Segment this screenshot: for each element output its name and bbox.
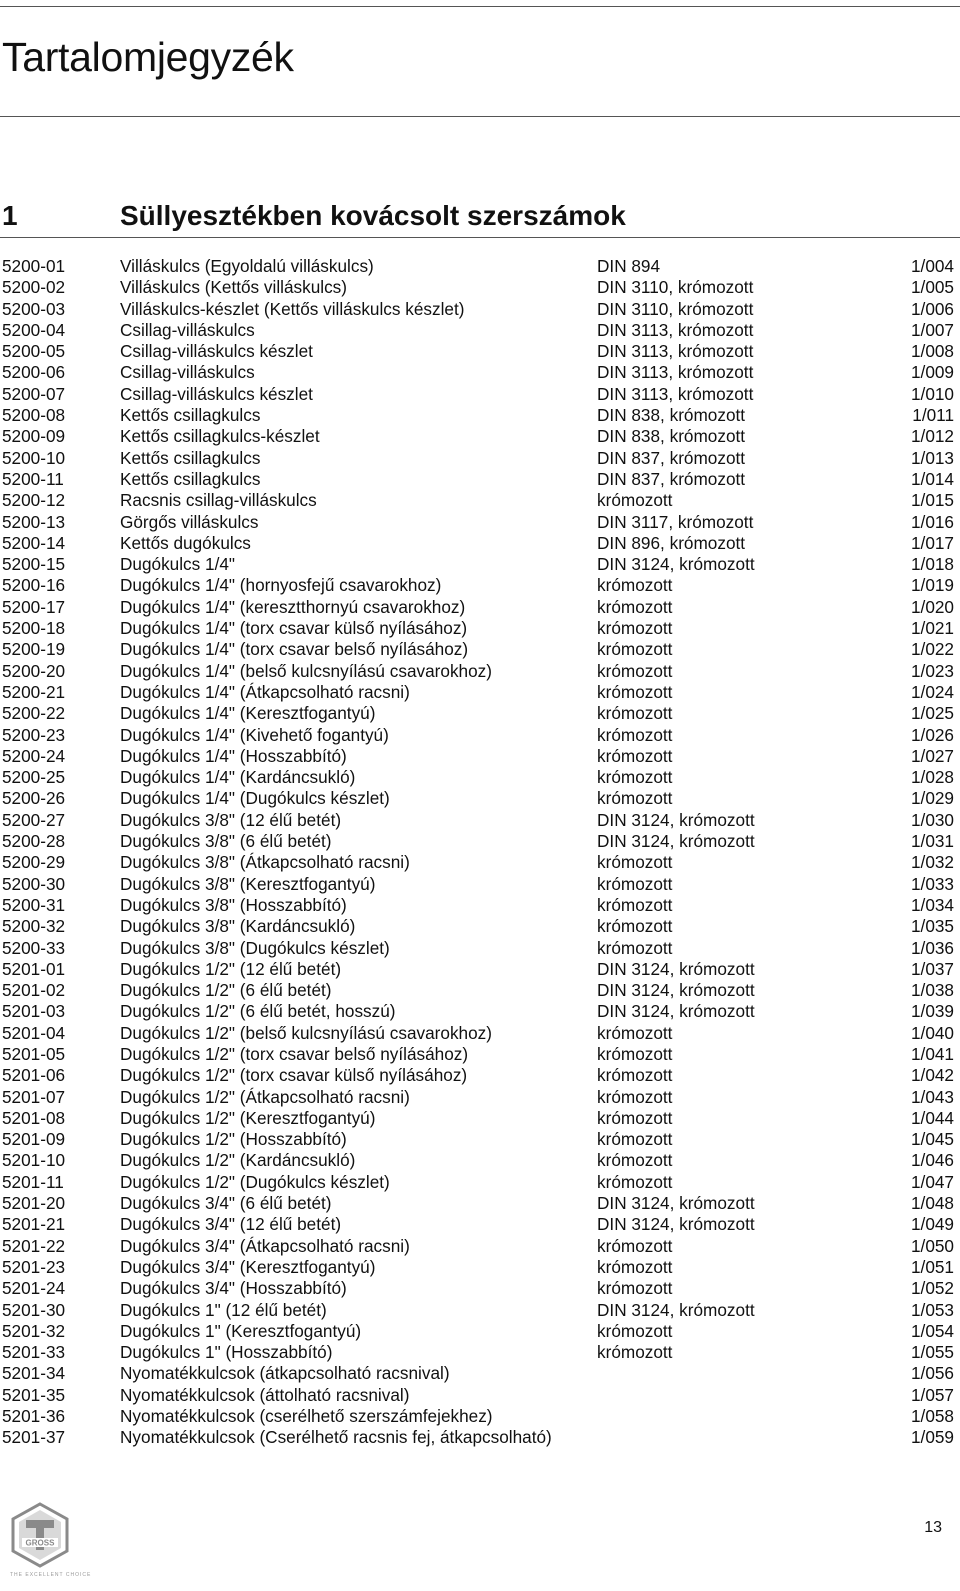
- toc-code: 5200-32: [2, 916, 66, 937]
- toc-title: Dugókulcs 1/2" (Dugókulcs készlet): [120, 1171, 390, 1192]
- toc-code: 5200-06: [2, 362, 66, 383]
- toc-standard: krómozott: [597, 490, 673, 511]
- toc-code: 5200-05: [2, 341, 66, 362]
- page-title: Tartalomjegyzék: [2, 34, 294, 80]
- toc-row: [0, 533, 960, 554]
- toc-standard: krómozott: [597, 575, 673, 596]
- toc-page: 1/011: [912, 405, 954, 426]
- toc-row: [0, 512, 960, 533]
- toc-row: [0, 299, 960, 320]
- toc-code: 5201-34: [2, 1363, 66, 1384]
- toc-row: [0, 426, 960, 447]
- toc-code: 5201-06: [2, 1065, 66, 1086]
- toc-row: [0, 767, 960, 788]
- toc-title: Dugókulcs 1/2" (Hosszabbító): [120, 1129, 347, 1150]
- toc-standard: krómozott: [597, 618, 673, 639]
- toc-standard: krómozott: [597, 852, 673, 873]
- toc-page: 1/034: [910, 894, 954, 915]
- toc-code: 5200-28: [2, 831, 66, 852]
- toc-standard: krómozott: [597, 1150, 673, 1171]
- toc-title: Csillag-villáskulcs készlet: [120, 383, 313, 404]
- toc-code: 5201-08: [2, 1107, 66, 1128]
- toc-standard: DIN 838, krómozott: [597, 426, 746, 447]
- toc-page: 1/042: [910, 1065, 954, 1086]
- toc-title: Dugókulcs 1/4" (Átkapcsolható racsni): [120, 681, 410, 702]
- toc-title: Dugókulcs 3/8" (Hosszabbító): [120, 894, 347, 915]
- toc-standard: krómozott: [597, 1235, 673, 1256]
- toc-standard: krómozott: [597, 1342, 673, 1363]
- toc-standard: krómozott: [597, 937, 673, 958]
- toc-standard: krómozott: [597, 724, 673, 745]
- toc-title: Dugókulcs 3/8" (6 élű betét): [120, 831, 332, 852]
- toc-row: [0, 1172, 960, 1193]
- toc-code: 5200-27: [2, 809, 66, 830]
- toc-page: 1/055: [910, 1342, 954, 1363]
- toc-title: Dugókulcs 1/2" (6 élű betét): [120, 980, 332, 1001]
- toc-page: 1/026: [910, 724, 954, 745]
- toc-title: Dugókulcs 1/4" (belső kulcsnyílású csavarokhoz): [120, 660, 492, 681]
- section-title: Süllyesztékben kovácsolt szerszámok: [120, 200, 626, 231]
- toc-title: Dugókulcs 3/8" (Keresztfogantyú): [120, 873, 376, 894]
- toc-row: [0, 1236, 960, 1257]
- toc-title: Dugókulcs 3/8" (12 élű betét): [120, 809, 342, 830]
- toc-code: 5200-11: [2, 468, 64, 489]
- toc-standard: krómozott: [597, 1022, 673, 1043]
- toc-row: [0, 639, 960, 660]
- toc-page: 1/044: [910, 1107, 954, 1128]
- toc-standard: DIN 837, krómozott: [597, 447, 746, 468]
- toc-code: 5200-31: [2, 894, 66, 915]
- toc-title: Racsnis csillag-villáskulcs: [120, 490, 317, 511]
- toc-title: Dugókulcs 1/4" (torx csavar belső nyílásához): [120, 639, 469, 660]
- toc-page: 1/018: [910, 554, 954, 575]
- toc-standard: krómozott: [597, 767, 673, 788]
- toc-row: [0, 1321, 960, 1342]
- toc-title: Dugókulcs 1/2" (torx csavar külső nyílásához): [120, 1065, 468, 1086]
- toc-standard: krómozott: [597, 703, 673, 724]
- toc-row: [0, 810, 960, 831]
- logo-tagline: THE EXCELLENT CHOICE: [10, 1572, 92, 1578]
- toc-page: 1/028: [910, 767, 954, 788]
- toc-code: 5200-16: [2, 575, 66, 596]
- toc-row: [0, 597, 960, 618]
- toc-row: [0, 575, 960, 596]
- toc-title: Villáskulcs (Egyoldalú villáskulcs): [120, 256, 374, 276]
- toc-code: 5200-25: [2, 767, 66, 788]
- toc-row: [0, 1214, 960, 1235]
- toc-code: 5201-03: [2, 1001, 66, 1022]
- toc-page: 1/052: [910, 1278, 954, 1299]
- toc-page: 1/051: [910, 1256, 954, 1277]
- toc-standard: DIN 3110, krómozott: [597, 298, 754, 319]
- toc-title: Dugókulcs 3/4" (Keresztfogantyú): [120, 1256, 376, 1277]
- toc-row: [0, 746, 960, 767]
- toc-standard: krómozott: [597, 1129, 673, 1150]
- toc-standard: DIN 3113, krómozott: [597, 341, 754, 362]
- toc-standard: krómozott: [597, 1065, 673, 1086]
- toc-standard: DIN 3124, krómozott: [597, 1001, 755, 1022]
- toc-page: 1/030: [910, 809, 954, 830]
- toc-standard: DIN 3124, krómozott: [597, 831, 755, 852]
- toc-standard: DIN 894: [597, 256, 661, 276]
- toc-code: 5200-24: [2, 745, 66, 766]
- toc-code: 5200-10: [2, 447, 66, 468]
- toc-code: 5200-21: [2, 681, 66, 702]
- toc-page: 1/025: [910, 703, 954, 724]
- toc-page: 1/024: [910, 681, 954, 702]
- toc-standard: krómozott: [597, 1278, 673, 1299]
- toc-code: 5201-35: [2, 1384, 66, 1405]
- toc-code: 5200-03: [2, 298, 66, 319]
- toc-code: 5200-29: [2, 852, 66, 873]
- toc-standard: DIN 3124, krómozott: [597, 554, 755, 575]
- toc-page: 1/059: [910, 1427, 954, 1448]
- toc-standard: DIN 3124, krómozott: [597, 980, 755, 1001]
- toc-row: [0, 895, 960, 916]
- toc-code: 5200-02: [2, 277, 66, 298]
- toc-page: 1/004: [910, 256, 954, 276]
- toc-row: [0, 682, 960, 703]
- toc-standard: krómozott: [597, 894, 673, 915]
- toc-row: [0, 1150, 960, 1171]
- toc-title: Dugókulcs 1/4" (hornyosfejű csavarokhoz): [120, 575, 442, 596]
- toc-standard: DIN 3113, krómozott: [597, 319, 754, 340]
- toc-standard: krómozott: [597, 1320, 673, 1341]
- toc-page: 1/038: [910, 980, 954, 1001]
- page-number: 13: [924, 1519, 942, 1536]
- toc-page: 1/048: [910, 1193, 954, 1214]
- toc-code: 5201-09: [2, 1129, 66, 1150]
- toc-standard: krómozott: [597, 1086, 673, 1107]
- toc-code: 5200-12: [2, 490, 66, 511]
- toc-standard: DIN 838, krómozott: [597, 405, 746, 426]
- toc-title: Nyomatékkulcsok (átkapcsolható racsnival): [120, 1363, 450, 1384]
- toc-row: [0, 1108, 960, 1129]
- toc-page: 1/032: [910, 852, 954, 873]
- toc-standard: krómozott: [597, 1043, 673, 1064]
- toc-standard: krómozott: [597, 1256, 673, 1277]
- toc-row: [0, 1193, 960, 1214]
- toc-page: 1/016: [910, 511, 954, 532]
- toc-page: 1/047: [910, 1171, 954, 1192]
- toc-standard: DIN 3124, krómozott: [597, 958, 755, 979]
- toc-page: 1/010: [910, 383, 954, 404]
- toc-page: 1/031: [910, 831, 954, 852]
- toc-title: Dugókulcs 1" (12 élű betét): [120, 1299, 327, 1320]
- toc-standard: krómozott: [597, 639, 673, 660]
- toc-page: 1/021: [910, 618, 954, 639]
- toc-row: [0, 320, 960, 341]
- toc-page: 1/050: [910, 1235, 954, 1256]
- toc-row: [0, 1300, 960, 1321]
- toc-code: 5200-17: [2, 596, 66, 617]
- toc-standard: krómozott: [597, 745, 673, 766]
- toc-standard: DIN 3124, krómozott: [597, 1214, 755, 1235]
- toc-title: Csillag-villáskulcs készlet: [120, 341, 313, 362]
- toc-row: [0, 469, 960, 490]
- toc-title: Dugókulcs 1/4" (Kardáncsukló): [120, 767, 356, 788]
- toc-code: 5201-20: [2, 1193, 66, 1214]
- toc-standard: krómozott: [597, 660, 673, 681]
- top-rule: [0, 6, 960, 7]
- toc-code: 5201-30: [2, 1299, 66, 1320]
- toc-code: 5200-04: [2, 319, 66, 340]
- toc-title: Dugókulcs 3/4" (12 élű betét): [120, 1214, 342, 1235]
- toc-row: [0, 852, 960, 873]
- toc-row: [0, 1044, 960, 1065]
- toc-standard: DIN 3110, krómozott: [597, 277, 754, 298]
- toc-page: 1/041: [910, 1043, 954, 1064]
- toc-title: Dugókulcs 1/2" (Átkapcsolható racsni): [120, 1086, 410, 1107]
- section-number: 1: [2, 200, 18, 231]
- toc-code: 5200-18: [2, 618, 66, 639]
- toc-code: 5200-13: [2, 511, 66, 532]
- toc-code: 5201-37: [2, 1427, 66, 1448]
- toc-code: 5200-33: [2, 937, 66, 958]
- toc-code: 5201-02: [2, 980, 66, 1001]
- toc-page: 1/029: [910, 788, 954, 809]
- toc-row: [0, 1001, 960, 1022]
- toc-title: Nyomatékkulcsok (cserélhető szerszámfejekhez): [120, 1406, 493, 1427]
- toc-page: 1/046: [910, 1150, 954, 1171]
- toc-row: [0, 1129, 960, 1150]
- toc-row: [0, 1427, 960, 1448]
- toc-code: 5200-15: [2, 554, 66, 575]
- logo-text: GROSS: [25, 1538, 55, 1548]
- toc-row: [0, 554, 960, 575]
- toc-row: [0, 916, 960, 937]
- toc-row: [0, 980, 960, 1001]
- section-heading: [0, 200, 960, 234]
- toc-standard: krómozott: [597, 788, 673, 809]
- toc-title: Dugókulcs 1/2" (12 élű betét): [120, 958, 342, 979]
- toc-code: 5201-04: [2, 1022, 66, 1043]
- toc-page: 1/009: [910, 362, 954, 383]
- toc-code: 5200-23: [2, 724, 66, 745]
- toc-page: 1/035: [910, 916, 954, 937]
- toc-row: [0, 788, 960, 809]
- toc-standard: DIN 3113, krómozott: [597, 383, 754, 404]
- toc-title: Dugókulcs 1/4" (Hosszabbító): [120, 745, 347, 766]
- toc-title: Nyomatékkulcsok (áttolható racsnival): [120, 1384, 410, 1405]
- toc-standard: krómozott: [597, 916, 673, 937]
- toc-title: Dugókulcs 1/4" (Keresztfogantyú): [120, 703, 376, 724]
- toc-page: 1/008: [910, 341, 954, 362]
- toc-standard: DIN 3117, krómozott: [597, 511, 754, 532]
- toc-title: Nyomatékkulcsok (Cserélhető racsnis fej, átkapcsolható): [120, 1427, 552, 1448]
- toc-title: Villáskulcs (Kettős villáskulcs): [120, 277, 348, 298]
- toc-page: 1/013: [910, 447, 954, 468]
- toc-title: Dugókulcs 3/4" (Hosszabbító): [120, 1278, 347, 1299]
- toc-standard: DIN 3124, krómozott: [597, 1193, 755, 1214]
- toc-row: [0, 1363, 960, 1384]
- toc-title: Dugókulcs 1/2" (belső kulcsnyílású csavarokhoz): [120, 1022, 492, 1043]
- toc-page: 1/049: [910, 1214, 954, 1235]
- toc-row: [0, 1385, 960, 1406]
- toc-standard: krómozott: [597, 1107, 673, 1128]
- toc-title: Dugókulcs 1/4" (Dugókulcs készlet): [120, 788, 390, 809]
- toc-row: [0, 448, 960, 469]
- toc-title: Dugókulcs 1/2" (Keresztfogantyú): [120, 1107, 376, 1128]
- toc-list: [0, 256, 960, 1449]
- toc-title: Kettős dugókulcs: [120, 532, 251, 553]
- toc-code: 5200-07: [2, 383, 66, 404]
- toc-row: [0, 341, 960, 362]
- toc-standard: krómozott: [597, 681, 673, 702]
- toc-row: [0, 703, 960, 724]
- toc-page: 1/017: [910, 532, 954, 553]
- toc-standard: krómozott: [597, 873, 673, 894]
- toc-row: [0, 1278, 960, 1299]
- toc-title: Kettős csillagkulcs: [120, 447, 261, 468]
- toc-row: [0, 1087, 960, 1108]
- toc-code: 5201-11: [2, 1171, 64, 1192]
- toc-page: 1/040: [910, 1022, 954, 1043]
- toc-row: [0, 661, 960, 682]
- toc-standard: krómozott: [597, 596, 673, 617]
- toc-page: 1/015: [910, 490, 954, 511]
- toc-page: 1/020: [910, 596, 954, 617]
- toc-title: Dugókulcs 3/8" (Kardáncsukló): [120, 916, 356, 937]
- toc-page: 1/005: [910, 277, 954, 298]
- toc-title: Csillag-villáskulcs: [120, 319, 255, 340]
- toc-standard: krómozott: [597, 1171, 673, 1192]
- toc-title: Dugókulcs 3/8" (Dugókulcs készlet): [120, 937, 390, 958]
- toc-row: [0, 490, 960, 511]
- section-rule: [0, 237, 960, 238]
- toc-page: 1/012: [910, 426, 954, 447]
- toc-page: 1/053: [910, 1299, 954, 1320]
- toc-code: 5201-33: [2, 1342, 66, 1363]
- toc-code: 5200-19: [2, 639, 66, 660]
- toc-page: 1/043: [910, 1086, 954, 1107]
- toc-code: 5200-30: [2, 873, 66, 894]
- toc-code: 5200-14: [2, 532, 66, 553]
- toc-title: Dugókulcs 1/2" (6 élű betét, hosszú): [120, 1001, 396, 1022]
- toc-row: [0, 384, 960, 405]
- toc-page: 1/022: [910, 639, 954, 660]
- toc-title: Dugókulcs 3/4" (Átkapcsolható racsni): [120, 1235, 410, 1256]
- toc-page: 1/019: [910, 575, 954, 596]
- toc-title: Dugókulcs 1/4" (keresztthornyú csavarokhoz): [120, 596, 466, 617]
- toc-row: [0, 1023, 960, 1044]
- toc-title: Kettős csillagkulcs: [120, 468, 261, 489]
- toc-title: Dugókulcs 1/4" (torx csavar külső nyílásához): [120, 618, 468, 639]
- toc-row: [0, 362, 960, 383]
- toc-row: [0, 256, 960, 277]
- toc-row: [0, 277, 960, 298]
- toc-title: Dugókulcs 3/8" (Átkapcsolható racsni): [120, 852, 410, 873]
- toc-code: 5201-05: [2, 1043, 66, 1064]
- toc-row: [0, 831, 960, 852]
- toc-row: [0, 959, 960, 980]
- title-rule: [0, 116, 960, 117]
- toc-code: 5201-10: [2, 1150, 66, 1171]
- toc-page: 1/054: [910, 1320, 954, 1341]
- toc-page: 1/037: [910, 958, 954, 979]
- toc-standard: DIN 837, krómozott: [597, 468, 746, 489]
- toc-code: 5200-20: [2, 660, 66, 681]
- toc-code: 5201-21: [2, 1214, 66, 1235]
- toc-title: Csillag-villáskulcs: [120, 362, 255, 383]
- toc-row: [0, 938, 960, 959]
- toc-page: 1/006: [910, 298, 954, 319]
- toc-page: 1/014: [910, 468, 954, 489]
- toc-title: Villáskulcs-készlet (Kettős villáskulcs készlet): [120, 298, 465, 319]
- toc-title: Kettős csillagkulcs-készlet: [120, 426, 320, 447]
- toc-title: Dugókulcs 1/2" (torx csavar belső nyílásához): [120, 1043, 469, 1064]
- toc-title: Dugókulcs 1/4" (Kivehető fogantyú): [120, 724, 389, 745]
- toc-page: 1/039: [910, 1001, 954, 1022]
- toc-title: Dugókulcs 1/2" (Kardáncsukló): [120, 1150, 356, 1171]
- toc-code: 5200-22: [2, 703, 66, 724]
- toc-standard: DIN 3124, krómozott: [597, 1299, 755, 1320]
- toc-code: 5201-01: [2, 958, 66, 979]
- toc-row: [0, 1257, 960, 1278]
- toc-title: Dugókulcs 1" (Hosszabbító): [120, 1342, 333, 1363]
- toc-title: Kettős csillagkulcs: [120, 405, 261, 426]
- toc-row: [0, 874, 960, 895]
- gross-logo-icon: [10, 1502, 70, 1568]
- toc-row: [0, 405, 960, 426]
- toc-code: 5201-24: [2, 1278, 66, 1299]
- toc-title: Dugókulcs 1/4": [120, 554, 236, 575]
- toc-code: 5201-07: [2, 1086, 66, 1107]
- toc-code: 5201-23: [2, 1256, 66, 1277]
- toc-page: 1/036: [910, 937, 954, 958]
- toc-code: 5200-26: [2, 788, 66, 809]
- toc-standard: DIN 3113, krómozott: [597, 362, 754, 383]
- toc-page: 1/027: [910, 745, 954, 766]
- toc-page: 1/007: [910, 319, 954, 340]
- toc-title: Dugókulcs 3/4" (6 élű betét): [120, 1193, 332, 1214]
- toc-code: 5200-09: [2, 426, 66, 447]
- toc-page: 1/045: [910, 1129, 954, 1150]
- toc-row: [0, 1342, 960, 1363]
- toc-code: 5200-08: [2, 405, 66, 426]
- toc-row: [0, 725, 960, 746]
- toc-title: Dugókulcs 1" (Keresztfogantyú): [120, 1320, 362, 1341]
- toc-page: 1/058: [910, 1406, 954, 1427]
- toc-row: [0, 618, 960, 639]
- toc-page: 1/056: [910, 1363, 954, 1384]
- toc-standard: DIN 896, krómozott: [597, 532, 746, 553]
- toc-code: 5201-22: [2, 1235, 66, 1256]
- toc-page: 1/023: [910, 660, 954, 681]
- toc-title: Görgős villáskulcs: [120, 511, 259, 532]
- toc-row: [0, 1406, 960, 1427]
- toc-standard: DIN 3124, krómozott: [597, 809, 755, 830]
- toc-page: 1/057: [910, 1384, 954, 1405]
- toc-code: 5200-01: [2, 256, 66, 276]
- toc-page: 1/033: [910, 873, 954, 894]
- toc-row: [0, 1065, 960, 1086]
- toc-code: 5201-32: [2, 1320, 66, 1341]
- toc-code: 5201-36: [2, 1406, 66, 1427]
